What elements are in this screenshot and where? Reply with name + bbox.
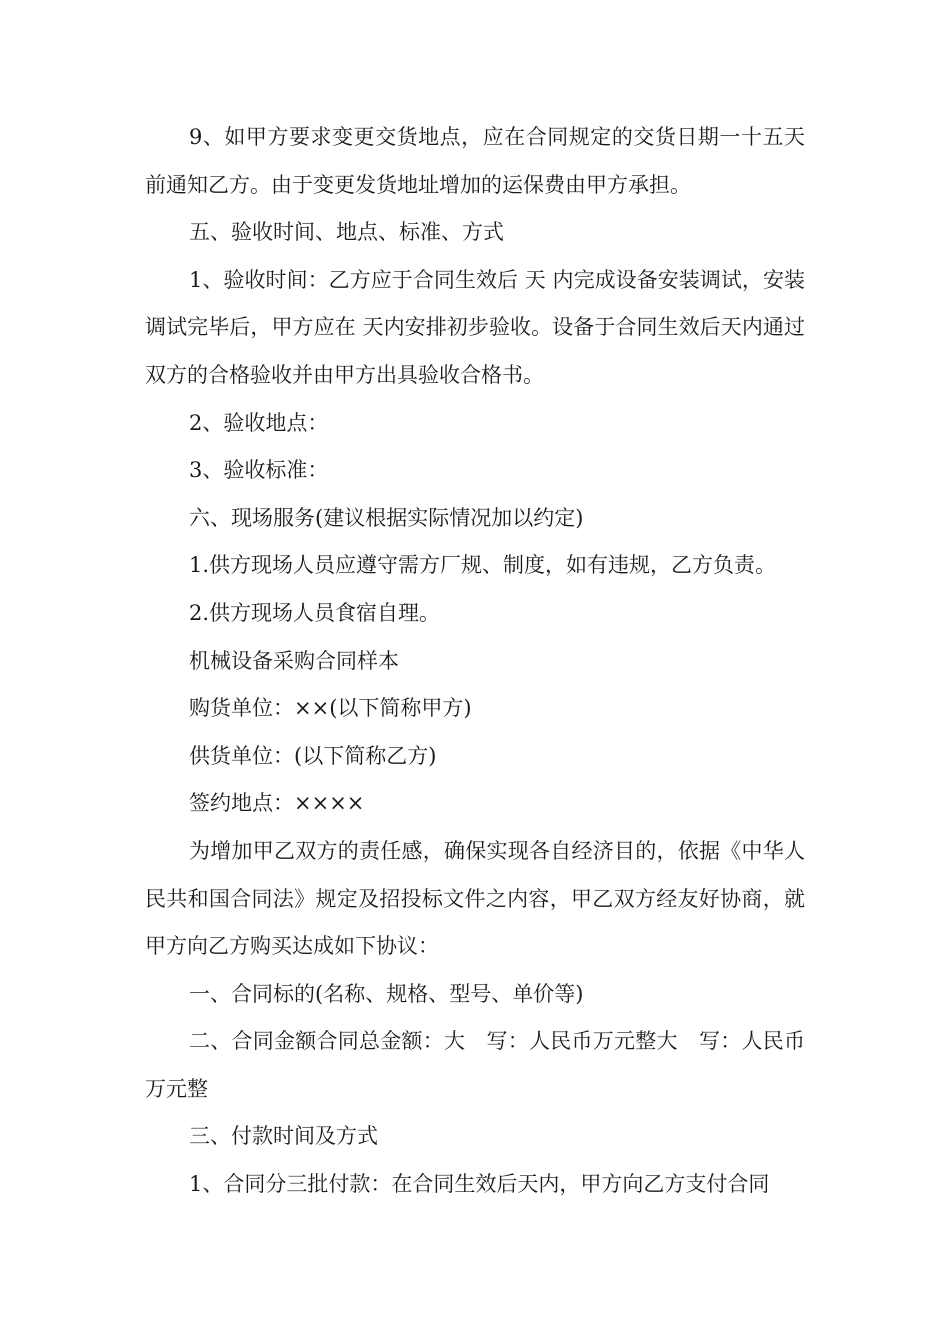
sample-title: 机械设备采购合同样本 [189,648,399,673]
paragraph-acceptance-time: 1、验收时间：乙方应于合同生效后 天 内完成设备安装调试，安装调试完毕后，甲方应在 天内安排初步验收。设备于合同生效后天内通过双方的合格验收并由甲方出具验收合格书。 [145,267,805,387]
paragraph-onsite-rules: 1.供方现场人员应遵守需方厂规、制度，如有违规，乙方负责。 [189,553,777,578]
paragraph-contract-amount: 二、合同金额合同总金额：大 写：人民币万元整大 写：人民币万元整 [145,1029,805,1101]
heading-acceptance: 五、验收时间、地点、标准、方式 [189,220,504,245]
paragraph-delivery-change: 9、如甲方要求变更交货地点，应在合同规定的交货日期一十五天前通知乙方。由于变更发货地址增加的运保费由甲方承担。 [145,125,805,197]
heading-contract-subject: 一、合同标的(名称、规格、型号、单价等) [189,981,584,1006]
document-body [145,114,805,1209]
heading-payment: 三、付款时间及方式 [189,1124,378,1149]
paragraph-payment-batches: 1、合同分三批付款：在合同生效后天内，甲方向乙方支付合同 [189,1172,770,1197]
paragraph-acceptance-place: 2、验收地点： [189,410,329,435]
signing-place-line: 签约地点：×××× [189,791,365,816]
paragraph-preamble: 为增加甲乙双方的责任感，确保实现各自经济目的，依据《中华人民共和国合同法》规定及招投标文件之内容，甲乙双方经友好协商，就甲方向乙方购买达成如下协议： [145,838,805,959]
heading-onsite-service: 六、现场服务(建议根据实际情况加以约定) [189,505,584,530]
buyer-line: 购货单位：××(以下简称甲方) [189,696,472,721]
paragraph-acceptance-standard: 3、验收标准： [189,458,329,483]
supplier-line: 供货单位：(以下简称乙方) [189,743,437,768]
paragraph-onsite-lodging: 2.供方现场人员食宿自理。 [189,600,441,625]
